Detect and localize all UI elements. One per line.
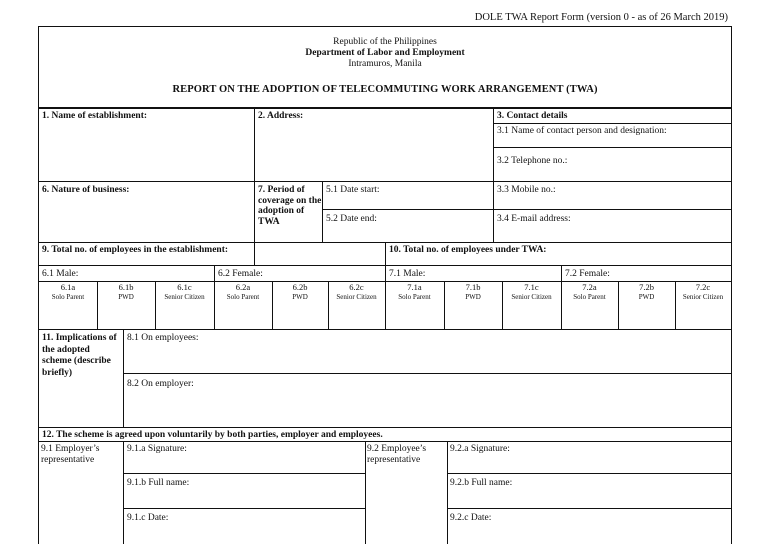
divider (123, 373, 731, 374)
column-code-7-2c: 7.2c (695, 282, 711, 292)
telephone-field[interactable]: 3.2 Telephone no.: (497, 156, 568, 166)
male-7-1-field[interactable]: 7.1 Male: (389, 269, 426, 279)
name-of-establishment-label: 1. Name of establishment: (42, 111, 148, 121)
header-republic: Republic of the Philippines (333, 37, 437, 47)
employee-date-field[interactable]: 9.2.c Date: (450, 513, 492, 523)
column-label-6-2c: Senior Citizen (336, 293, 377, 301)
column-label-7-2a: Solo Parent (573, 293, 606, 301)
column-label-6-1c: Senior Citizen (164, 293, 205, 301)
form-code: DOLE TWA Report Form (version 0 - as of 26 March 2019) (474, 12, 728, 23)
column-label-7-1b: PWD (465, 293, 481, 301)
divider (493, 123, 731, 124)
divider (39, 265, 731, 266)
column-code-7-2b: 7.2b (639, 282, 654, 292)
column-label-7-1a: Solo Parent (398, 293, 431, 301)
column-code-6-2b: 6.2b (292, 282, 308, 292)
divider (322, 209, 731, 210)
on-employees-field[interactable]: 8.1 On employees: (127, 333, 199, 343)
column-code-6-2c: 6.2c (349, 282, 364, 292)
divider (447, 508, 731, 509)
nature-of-business-label: 6. Nature of business: (42, 185, 130, 195)
female-7-2-field[interactable]: 7.2 Female: (565, 269, 610, 279)
employer-representative-label: 9.1 Employer’s representative (41, 444, 100, 465)
total-employees-twa-label: 10. Total no. of employees under TWA: (389, 245, 547, 255)
column-code-6-1a: 6.1a (60, 282, 76, 292)
divider (123, 441, 124, 544)
divider (39, 181, 731, 182)
divider (447, 473, 731, 474)
date-start-field[interactable]: 5.1 Date start: (326, 185, 380, 195)
column-code-6-1c: 6.1c (177, 282, 192, 292)
column-label-6-2b: PWD (292, 293, 308, 301)
agreement-statement: 12. The scheme is agreed upon voluntarily by both parties, employer and employees. (42, 430, 383, 440)
divider (365, 441, 366, 544)
total-employees-label: 9. Total no. of employees in the establishment: (42, 245, 229, 255)
column-code-7-1b: 7.1b (465, 282, 481, 292)
divider (39, 427, 731, 428)
employee-full-name-field[interactable]: 9.2.b Full name: (450, 478, 513, 488)
header-department: Department of Labor and Employment (305, 48, 465, 58)
male-6-1-field[interactable]: 6.1 Male: (42, 269, 79, 279)
column-code-7-1c: 7.1c (524, 282, 539, 292)
column-label-7-1c: Senior Citizen (511, 293, 552, 301)
divider (447, 441, 448, 544)
female-6-2-field[interactable]: 6.2 Female: (218, 269, 263, 279)
column-code-7-1a: 7.1a (407, 282, 422, 292)
divider (39, 329, 731, 330)
contact-details-label: 3. Contact details (497, 111, 568, 121)
email-field[interactable]: 3.4 E-mail address: (497, 214, 571, 224)
employer-full-name-field[interactable]: 9.1.b Full name: (127, 478, 190, 488)
contact-person-field[interactable]: 3.1 Name of contact person and designation: (497, 126, 667, 136)
mobile-field[interactable]: 3.3 Mobile no.: (497, 185, 556, 195)
column-label-7-2b: PWD (638, 293, 655, 301)
divider (39, 107, 731, 109)
column-code-6-2a: 6.2a (235, 282, 251, 292)
implications-label: 11. Implications of the adopted scheme (describe briefly) (42, 333, 117, 378)
column-label-6-2a: Solo Parent (226, 293, 260, 301)
column-label-7-2c: Senior Citizen (682, 293, 724, 301)
divider (493, 147, 731, 148)
employee-signature-field[interactable]: 9.2.a Signature: (450, 444, 510, 454)
divider (493, 109, 494, 242)
report-form (38, 26, 732, 544)
on-employer-field[interactable]: 8.2 On employer: (127, 379, 194, 389)
date-end-field[interactable]: 5.2 Date end: (326, 214, 377, 224)
divider (39, 441, 731, 442)
period-of-coverage-label: 7. Period of coverage on the adoption of TWA (258, 185, 322, 227)
divider (123, 329, 124, 427)
form-title: REPORT ON THE ADOPTION OF TELECOMMUTING WORK ARRANGEMENT (TWA) (172, 84, 598, 95)
divider (123, 473, 365, 474)
employer-date-field[interactable]: 9.1.c Date: (127, 513, 169, 523)
employee-representative-label: 9.2 Employee’s representative (367, 444, 427, 465)
divider (39, 281, 731, 282)
column-code-7-2a: 7.2a (582, 282, 597, 292)
address-label: 2. Address: (258, 111, 304, 121)
column-label-6-1b: PWD (118, 293, 134, 301)
column-code-6-1b: 6.1b (118, 282, 134, 292)
header-location: Intramuros, Manila (348, 59, 422, 69)
column-label-6-1a: Solo Parent (51, 293, 85, 301)
divider (123, 508, 365, 509)
employer-signature-field[interactable]: 9.1.a Signature: (127, 444, 187, 454)
